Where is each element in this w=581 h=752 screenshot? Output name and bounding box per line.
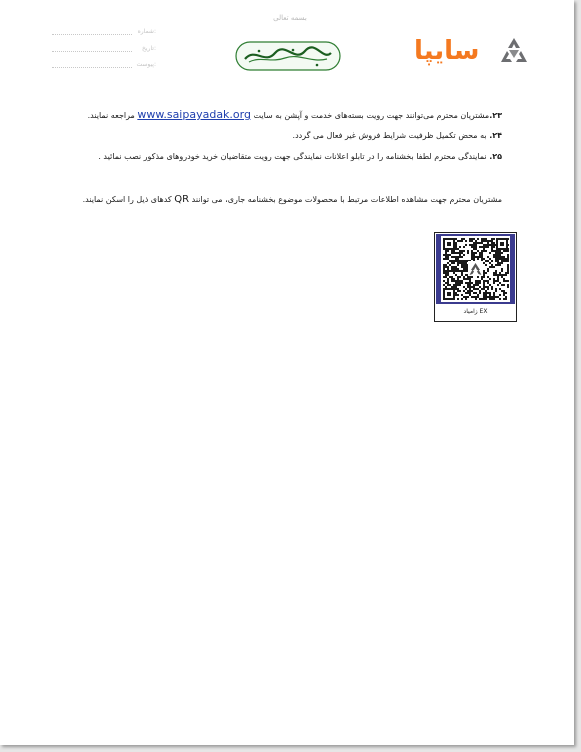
letter-number-field — [52, 28, 156, 38]
item-23 — [88, 108, 502, 121]
item-25 — [98, 152, 502, 161]
slogan-calligraphy-logo — [235, 41, 341, 71]
saipa-emblem-icon — [498, 36, 530, 66]
qr-instruction — [83, 194, 502, 205]
item-23-number: ۲۳. — [489, 111, 502, 120]
item-24-text: به محض تکمیل ظرفیت شرایط فروش غیر فعال می گردد. — [292, 131, 487, 140]
attachment-field — [52, 61, 156, 71]
letter-date-label: تاریخ: — [142, 45, 156, 52]
item-24 — [293, 131, 502, 140]
item-23-text-end: مراجعه نمایند. — [87, 111, 135, 120]
qr-instruction-text: مشتریان محترم جهت مشاهده اطلاعات مرتبط با محصولات موضوع بخشنامه جاری، می توانند — [191, 195, 502, 204]
qr-code-card[interactable] — [434, 232, 517, 322]
qr-caption: زامیاد EX — [463, 308, 488, 315]
item-24-number: ۲۴. — [489, 131, 502, 140]
item-23-text: مشتریان محترم می‌توانند جهت رویت بسته‌های خدمت و آپشن به سایت — [253, 111, 490, 120]
item-25-number: ۲۵. — [489, 152, 502, 161]
saipa-logo — [414, 34, 530, 68]
letter-date-field — [52, 45, 156, 55]
letter-date-line — [52, 51, 132, 52]
basmala-text: بسمه تعالی — [273, 14, 307, 22]
attachment-line — [52, 67, 132, 68]
qr-code-image — [435, 233, 516, 307]
letter-number-line — [52, 34, 132, 35]
item-25-text: نمایندگی محترم لطفا بخشنامه را در تابلو اعلانات نمایندگی جهت رویت متقاضیان خرید خودروهای مذکور نصب نمائید . — [98, 152, 487, 161]
saipayadak-link[interactable]: www.saipayadak.org — [137, 108, 251, 121]
qr-instruction-text-end: کدهای ذیل را اسکن نمایند. — [82, 195, 172, 204]
attachment-label: پیوست: — [136, 61, 156, 68]
letter-number-label: شماره: — [137, 28, 156, 35]
saipa-logo-text: سایپا — [414, 36, 480, 66]
qr-word: QR — [174, 194, 190, 205]
